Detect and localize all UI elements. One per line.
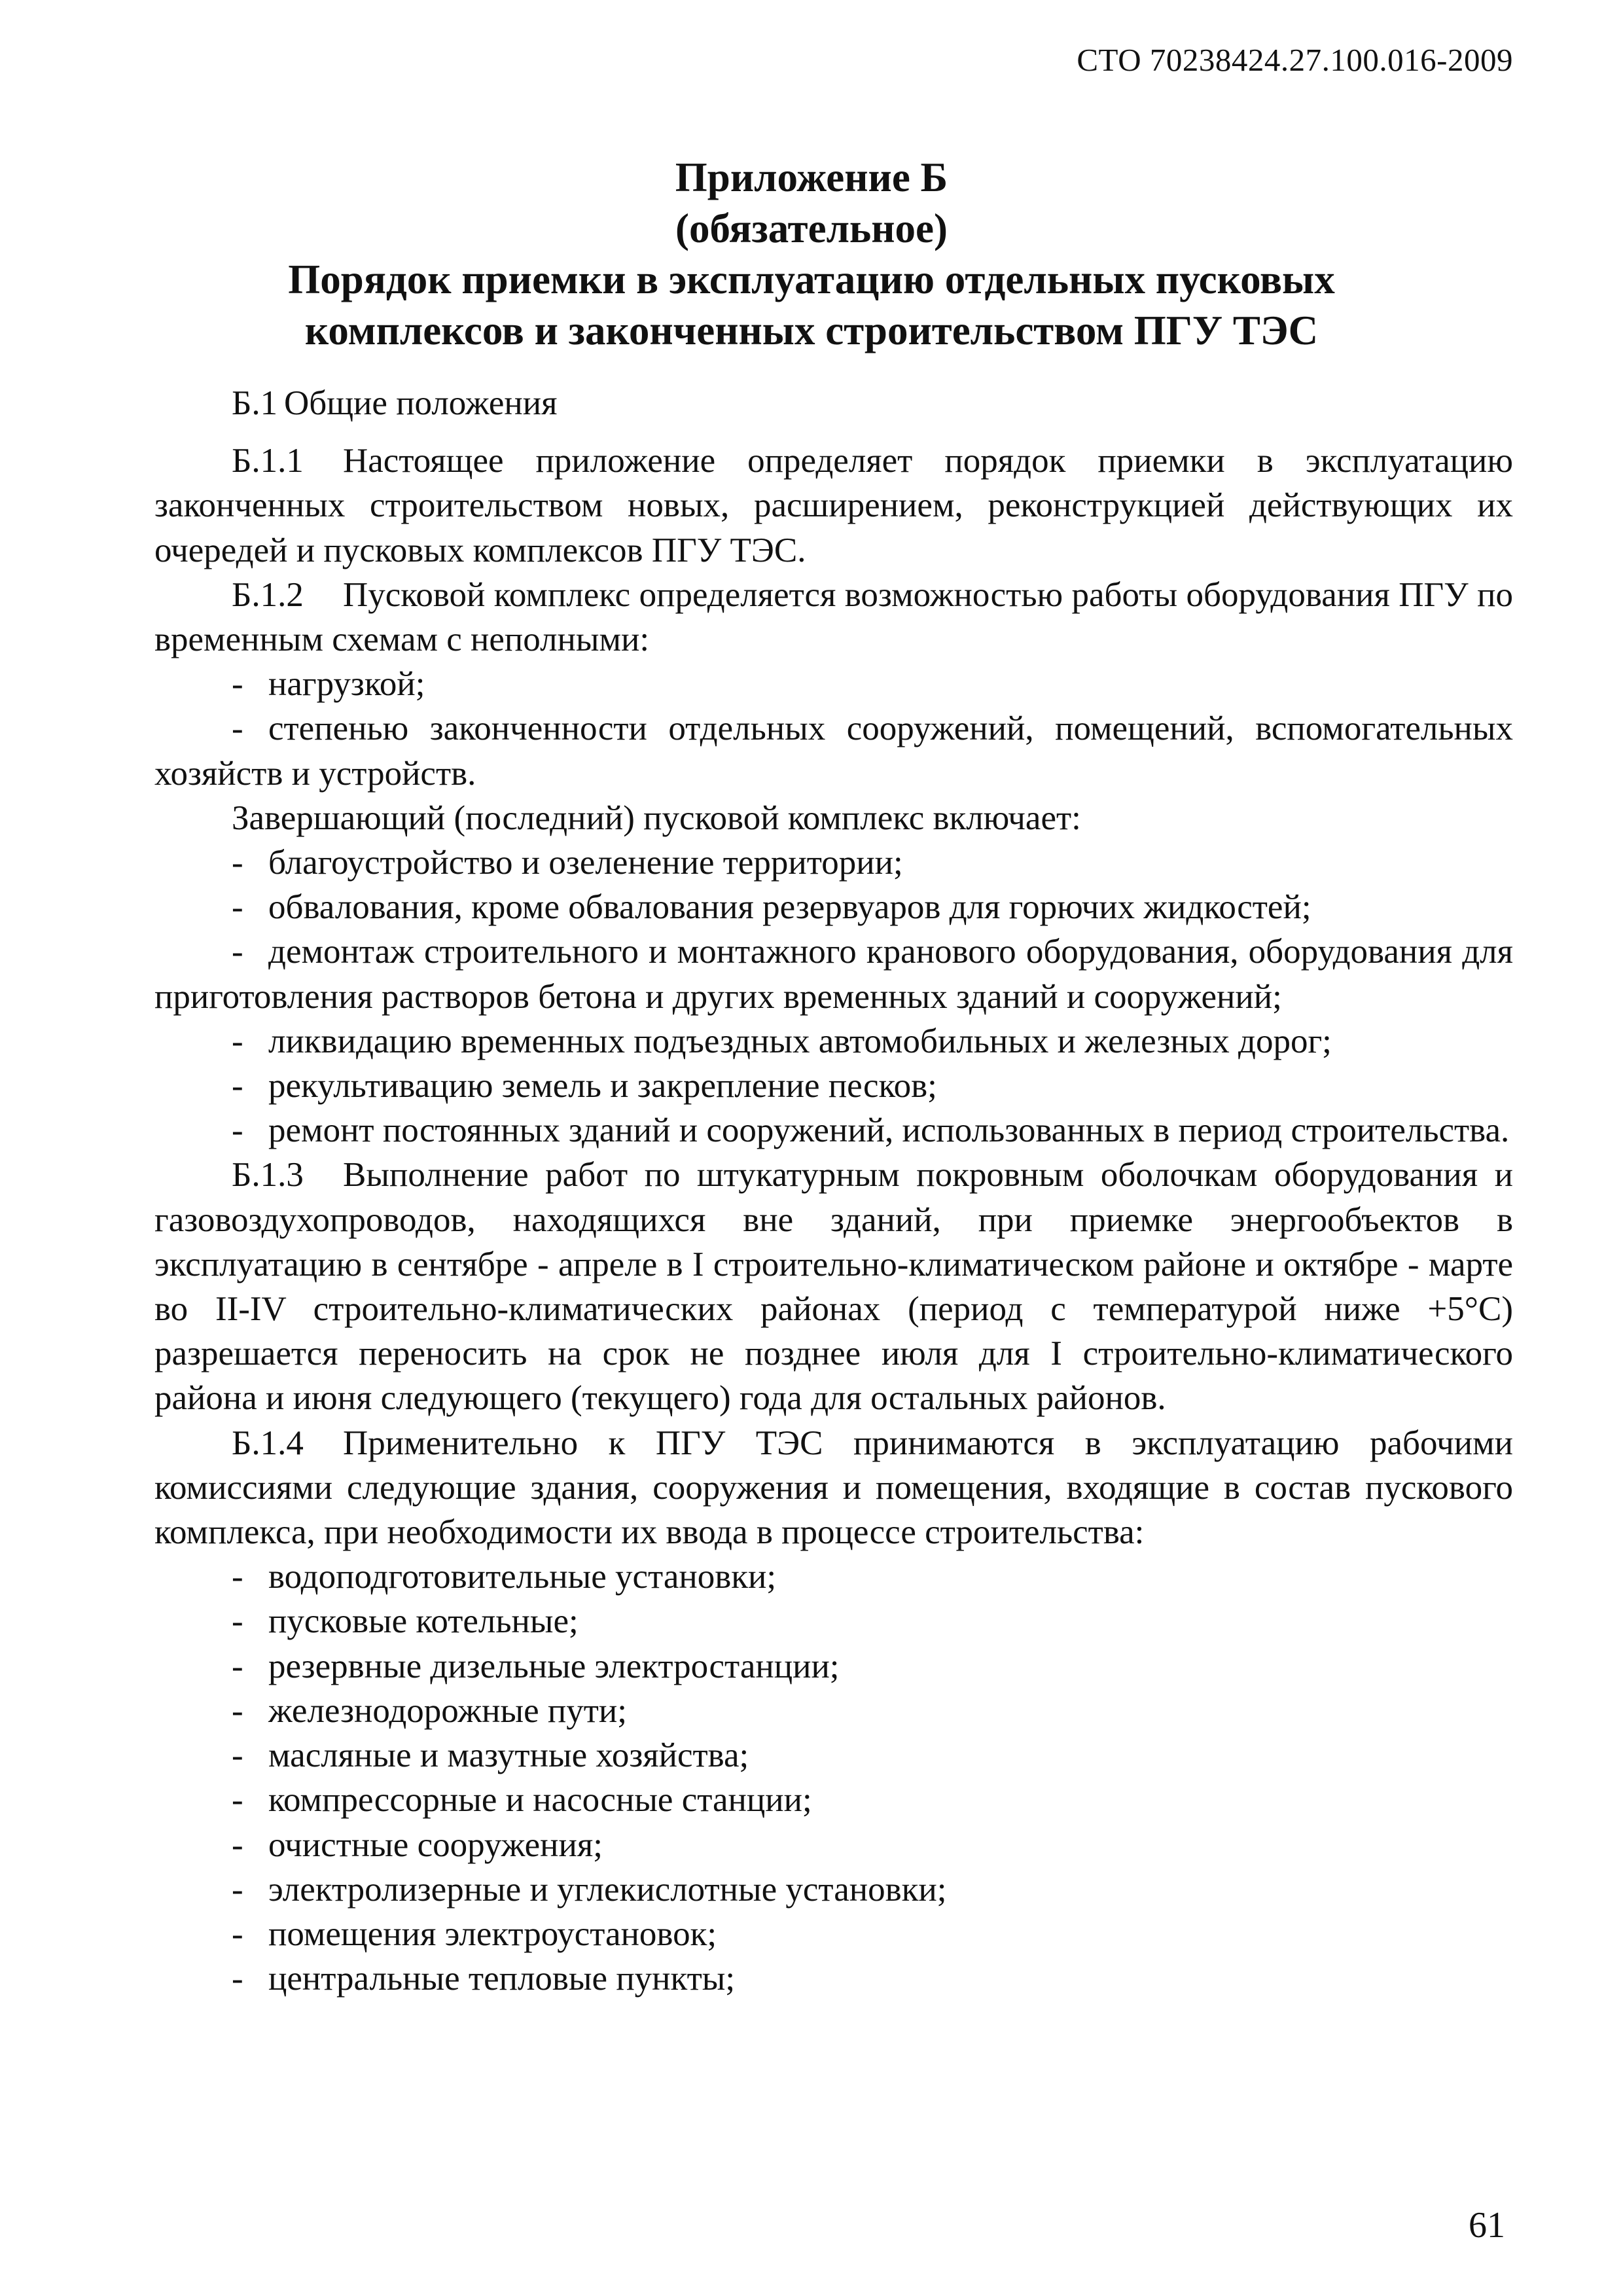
- list-item-text: водоподготовительные установки;: [268, 1558, 777, 1596]
- list-item-text: степенью законченности отдельных сооружений, помещений, вспомогательных хозяйств и устройств.: [154, 709, 1513, 793]
- list-item: [154, 1644, 1513, 1689]
- paragraph-b1-1: [154, 439, 1513, 573]
- list-item: [154, 706, 1513, 795]
- list-item: [154, 1599, 1513, 1643]
- paragraph-text: Применительно к ПГУ ТЭС принимаются в эксплуатацию рабочими комиссиями следующие здания, сооружения и помещения, входящие в состав пускового комплекса, при необходимости их ввода в процессе строительства:: [154, 1424, 1513, 1552]
- section-heading-b1: [154, 381, 1513, 425]
- list-item-text: центральные тепловые пункты;: [268, 1960, 736, 1998]
- list-item-text: помещения электроустановок;: [268, 1914, 717, 1953]
- title-line: Приложение Б: [675, 154, 948, 200]
- paragraph-text: Настоящее приложение определяет порядок приемки в эксплуатацию законченных строительством новых, расширением, реконструкцией действующих их очередей и пусковых комплексов ПГУ ТЭС.: [154, 442, 1513, 569]
- paragraph-text: Выполнение работ по штукатурным покровным оболочкам оборудования и газовоздухопроводов, находящихся вне зданий, при приемке энергообъектов в эксплуатацию в сентябре - апреле в I строительно-климатическом районе и октябре - марте во II-IV строительно-климатических районах (период с температурой ниже +5°С) разрешается переносить на срок не позднее июля для I строительно-климатического района и июня следующего (текущего) года для остальных районов.: [154, 1156, 1513, 1418]
- dash-marker: -: [232, 1960, 243, 1998]
- dash-marker: -: [232, 1781, 243, 1820]
- list-item-text: масляные и мазутные хозяйства;: [268, 1736, 749, 1775]
- paragraph-number: Б.1.2: [232, 575, 304, 614]
- list-item: [154, 1956, 1513, 2001]
- dash-marker: -: [232, 1647, 243, 1685]
- title-line: (обязательное): [675, 206, 948, 251]
- list-item-text: нагрузкой;: [268, 665, 425, 704]
- dash-marker: -: [232, 1914, 243, 1953]
- dash-marker: -: [232, 1022, 243, 1060]
- dash-marker: -: [232, 888, 243, 927]
- list-item: [154, 929, 1513, 1018]
- list-item-text: обвалования, кроме обвалования резервуаров для горючих жидкостей;: [268, 888, 1311, 927]
- list-item: [154, 1108, 1513, 1153]
- dash-marker: -: [232, 665, 243, 704]
- dash-marker: -: [232, 1558, 243, 1596]
- final-complex-intro: Завершающий (последний) пусковой комплекс включает:: [232, 798, 1081, 837]
- list-item-text: ликвидацию временных подъездных автомобильных и железных дорог;: [268, 1022, 1332, 1060]
- dash-marker: -: [232, 1067, 243, 1105]
- paragraph-number: Б.1.4: [232, 1424, 304, 1462]
- list-item: [154, 1823, 1513, 1867]
- document-body: [154, 381, 1513, 2001]
- list-item-text: компрессорные и насосные станции;: [268, 1781, 812, 1820]
- list-item-text: пусковые котельные;: [268, 1602, 579, 1641]
- paragraph-b1-3: [154, 1153, 1513, 1420]
- list-item: [154, 1689, 1513, 1733]
- paragraph-text: Пусковой комплекс определяется возможностью работы оборудования ПГУ по временным схемам с неполными:: [154, 575, 1513, 659]
- list-item-text: благоустройство и озеленение территории;: [268, 844, 903, 882]
- list-item: [154, 1064, 1513, 1108]
- dash-marker: -: [232, 1602, 243, 1641]
- list-item: [154, 1867, 1513, 1912]
- section-title: Общие положения: [284, 384, 558, 422]
- list-item-text: ремонт постоянных зданий и сооружений, использованных в период строительства.: [268, 1111, 1510, 1150]
- list-item-text: железнодорожные пути;: [268, 1691, 627, 1730]
- document-code: СТО 70238424.27.100.016-2009: [1077, 42, 1513, 78]
- list-item: [154, 1554, 1513, 1599]
- title-line: Порядок приемки в эксплуатацию отдельных пусковых: [288, 257, 1335, 302]
- list-item: [154, 1019, 1513, 1064]
- section-number: Б.1: [232, 384, 278, 422]
- list-item-text: резервные дизельные электростанции;: [268, 1647, 840, 1685]
- list-item-text: очистные сооружения;: [268, 1825, 603, 1864]
- title-line: комплексов и законченных строительством ПГУ ТЭС: [304, 308, 1319, 353]
- dash-marker: -: [232, 709, 243, 748]
- page-number: 61: [1469, 2205, 1505, 2246]
- dash-marker: -: [232, 1111, 243, 1150]
- dash-marker: -: [232, 1870, 243, 1909]
- paragraph-number: Б.1.3: [232, 1156, 304, 1194]
- list-item: [154, 1778, 1513, 1822]
- paragraph-b1-4: [154, 1421, 1513, 1555]
- list-item: [154, 885, 1513, 929]
- list-item-text: демонтаж строительного и монтажного кранового оборудования, оборудования для приготовления растворов бетона и других временных зданий и сооружений;: [154, 933, 1513, 1016]
- dash-marker: -: [232, 844, 243, 882]
- list-item-text: электролизерные и углекислотные установки;: [268, 1870, 947, 1909]
- dash-marker: -: [232, 1736, 243, 1775]
- list-item: [154, 1912, 1513, 1956]
- dash-marker: -: [232, 1825, 243, 1864]
- dash-marker: -: [232, 933, 243, 971]
- paragraph-b1-2: [154, 573, 1513, 662]
- list-item-text: рекультивацию земель и закрепление песков;: [268, 1067, 937, 1105]
- list-item: [154, 840, 1513, 885]
- dash-marker: -: [232, 1691, 243, 1730]
- list-item: [154, 662, 1513, 706]
- paragraph-number: Б.1.1: [232, 442, 304, 480]
- appendix-title: [196, 152, 1427, 356]
- list-item: [154, 1733, 1513, 1778]
